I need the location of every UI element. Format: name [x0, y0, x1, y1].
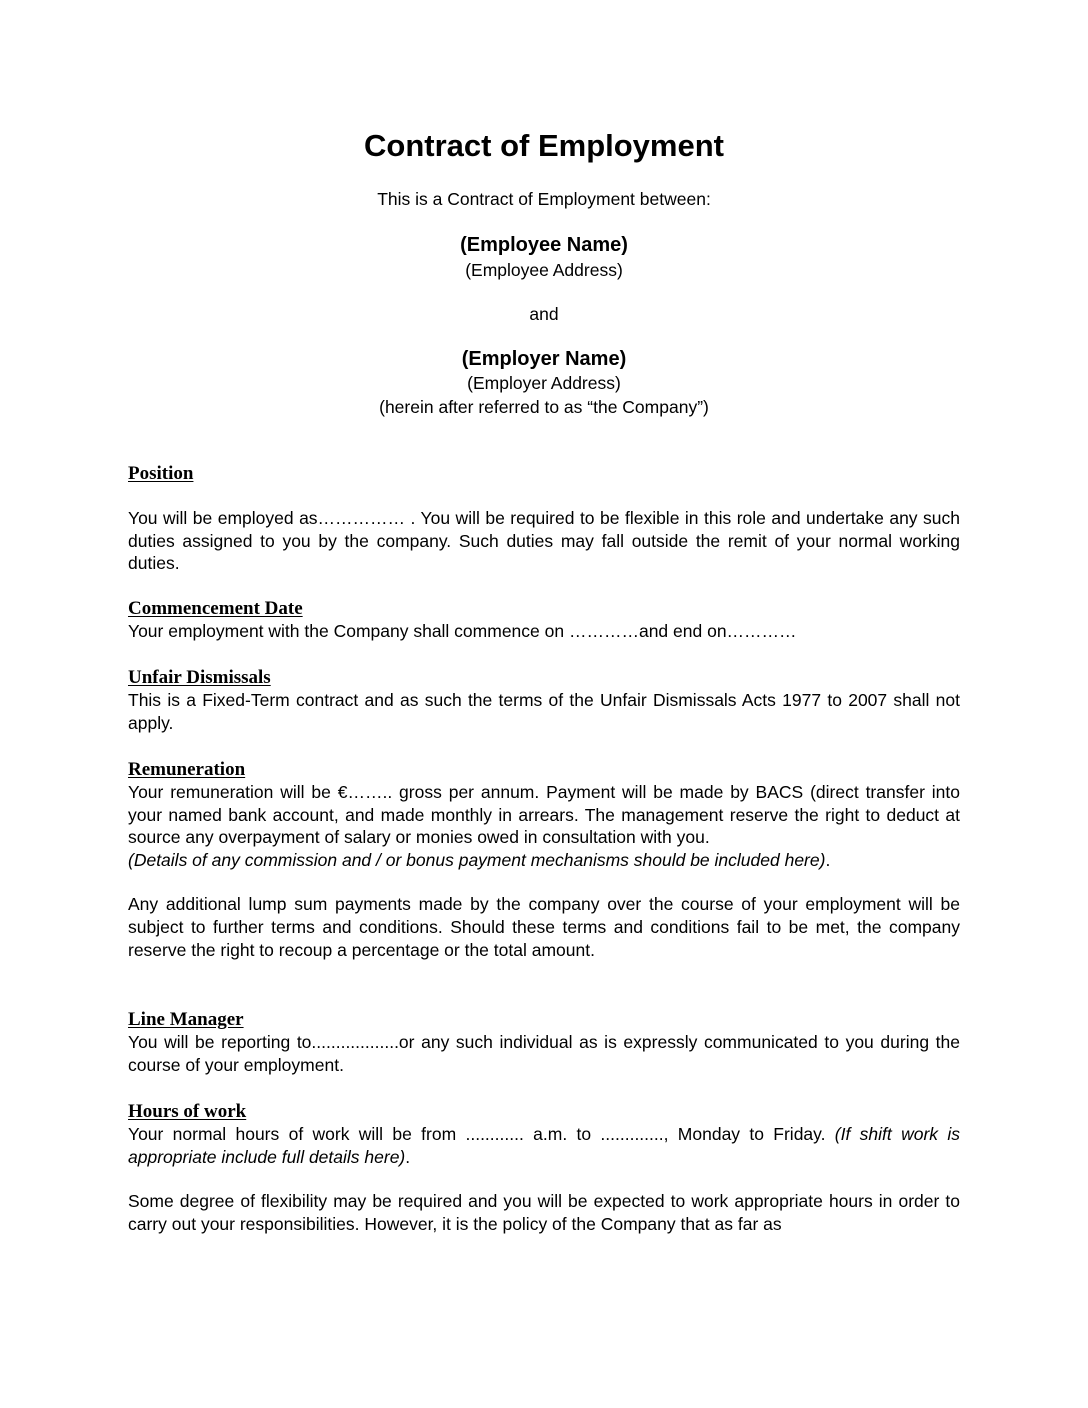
line-manager-text: You will be reporting to..................or any such individual as is expressly communicated to you during the course of your employment.	[128, 1032, 960, 1075]
remuneration-note	[128, 849, 960, 872]
employer-address: (Employer Address)	[467, 373, 621, 393]
herein-line: (herein after referred to as “the Company”)	[379, 397, 709, 417]
remuneration-note-italic: (Details of any commission and / or bonus payment mechanisms should be included here)	[128, 849, 826, 870]
employer-name: (Employer Name)	[461, 348, 627, 370]
position-text: You will be employed as…………… . You will be required to be flexible in this role and undertake any such duties assigned to you by the company. Such duties may fall outside the remit of your normal working duties.	[128, 508, 960, 574]
commencement-text: Your employment with the Company shall commence on …………and end on…………	[128, 621, 797, 641]
remuneration-text: Your remuneration will be €…….. gross per annum. Payment will be made by BACS (direct transfer into your named bank account, and made monthly in arrears. The management reserve the right to deduct at source any overpayment of salary or monies owed in consultation with you.	[128, 782, 960, 848]
and-text: and	[529, 304, 559, 324]
section-position	[128, 463, 960, 575]
section-heading-commencement: Commencement Date	[128, 598, 303, 619]
hours-note-italic: (If shift work is appropriate include full details here)	[128, 1124, 960, 1167]
unfair-dismissals-text: This is a Fixed-Term contract and as such the terms of the Unfair Dismissals Acts 1977 to 2007 shall not apply.	[128, 690, 960, 733]
section-heading-unfair-dismissals: Unfair Dismissals	[128, 667, 271, 688]
section-heading-remuneration: Remuneration	[128, 759, 246, 780]
employee-address: (Employee Address)	[465, 260, 623, 280]
remuneration-note-end: .	[825, 849, 831, 870]
section-commencement	[128, 598, 960, 643]
section-unfair-dismissals	[128, 667, 960, 734]
section-line-manager	[128, 1009, 960, 1076]
hours-text-main: Your normal hours of work will be from ............ a.m. to ............., Monday to Friday.	[128, 1124, 835, 1144]
employee-name: (Employee Name)	[460, 234, 628, 256]
section-heading-line-manager: Line Manager	[128, 1009, 244, 1030]
section-heading-hours: Hours of work	[128, 1101, 247, 1122]
document-title: Contract of Employment	[364, 128, 724, 163]
hours-text	[128, 1123, 960, 1168]
intro-line: This is a Contract of Employment between:	[377, 189, 711, 209]
hours-text-2: Some degree of flexibility may be required and you will be expected to work appropriate hours in order to carry out your responsibilities. However, it is the policy of the Company that as far as	[128, 1191, 960, 1234]
section-heading-position: Position	[128, 463, 194, 484]
section-remuneration	[128, 759, 960, 961]
section-hours-of-work	[128, 1101, 960, 1235]
hours-note-end: .	[405, 1146, 411, 1167]
remuneration-text-2: Any additional lump sum payments made by the company over the course of your employment will be subject to further terms and conditions. Should these terms and conditions fail to be met, the company reserve the right to recoup a percentage or the total amount.	[128, 894, 960, 960]
